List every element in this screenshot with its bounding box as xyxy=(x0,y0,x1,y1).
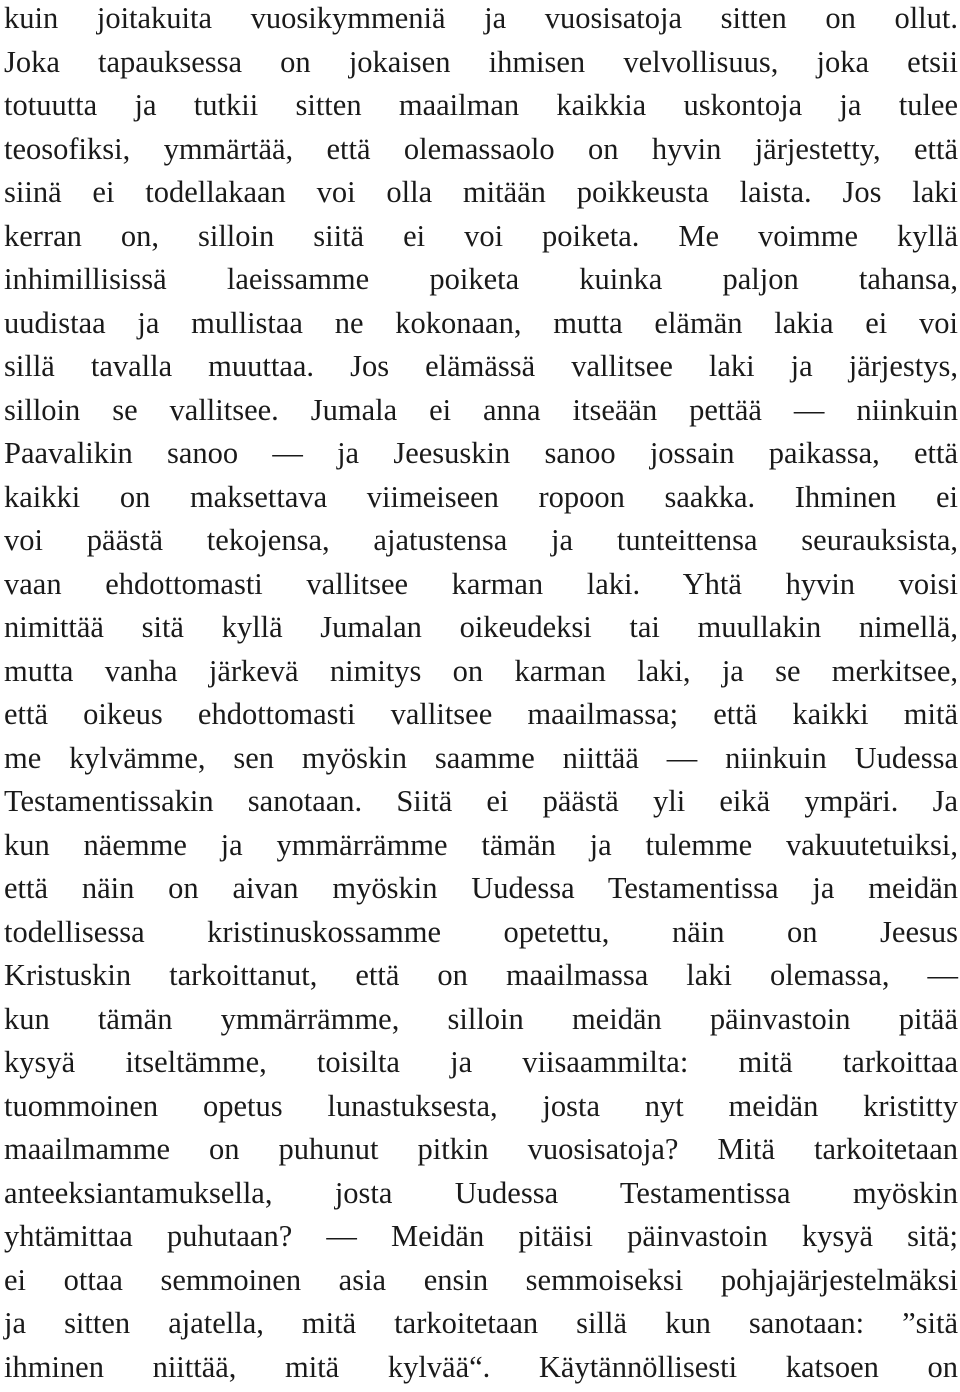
text-line: yhtämittaa puhutaan? — Meidän pitäisi päinvastoin kysyä sitä; xyxy=(4,1219,958,1253)
text-line: voi päästä tekojensa, ajatustensa ja tunteittensa seurauksista, xyxy=(4,523,958,557)
text-line: teosofiksi, ymmärtää, että olemassaolo on hyvin järjestetty, että xyxy=(4,131,958,166)
text-line: että näin on aivan myöskin Uudessa Testamentissa ja meidän xyxy=(4,871,958,905)
text-line: ihminen niittää, mitä kylvää“. Käytännöllisesti katsoen on xyxy=(4,1349,958,1384)
text-line: anteeksiantamuksella, josta Uudessa Testamentissa myöskin xyxy=(4,1175,958,1210)
text-line: kaikki on maksettava viimeiseen ropoon saakka. Ihminen ei xyxy=(4,479,958,514)
text-line: Kristuskin tarkoittanut, että on maailmassa laki olemassa, — xyxy=(4,958,958,992)
text-line: kuin joitakuita vuosikymmeniä ja vuosisatoja sitten on ollut. xyxy=(4,1,958,35)
text-line: maailmamme on puhunut pitkin vuosisatoja? Mitä tarkoitetaan xyxy=(4,1132,958,1166)
text-line: mutta vanha järkevä nimitys on karman laki, ja se merkitsee, xyxy=(4,653,958,688)
text-line: ja sitten ajatella, mitä tarkoitetaan sillä kun sanotaan: ”sitä xyxy=(4,1306,958,1340)
text-line: me kylvämme, sen myöskin saamme niittää — niinkuin Uudessa xyxy=(4,740,958,775)
text-line: siinä ei todellakaan voi olla mitään poikkeusta laista. Jos laki xyxy=(4,175,958,209)
text-line: kysyä itseltämme, toisilta ja viisaammilta: mitä tarkoittaa xyxy=(4,1045,958,1079)
text-line: silloin se vallitsee. Jumala ei anna itseään pettää — niinkuin xyxy=(4,392,958,427)
text-line: uudistaa ja mullistaa ne kokonaan, mutta elämän lakia ei voi xyxy=(4,305,958,340)
text-line: kun tämän ymmärrämme, silloin meidän päinvastoin pitää xyxy=(4,1001,958,1036)
text-line: kerran on, silloin siitä ei voi poiketa. Me voimme kyllä xyxy=(4,218,958,253)
text-line: nimittää sitä kyllä Jumalan oikeudeksi tai muullakin nimellä, xyxy=(4,610,958,644)
text-line: todellisessa kristinuskossamme opetettu, näin on Jeesus xyxy=(4,914,958,949)
text-line: Paavalikin sanoo — ja Jeesuskin sanoo jossain paikassa, että xyxy=(4,436,958,470)
text-line: Joka tapauksessa on jokaisen ihmisen velvollisuus, joka etsii xyxy=(4,44,958,79)
text-line: kun näemme ja ymmärrämme tämän ja tulemme vakuutetuiksi, xyxy=(4,827,958,862)
text-line: että oikeus ehdottomasti vallitsee maailmassa; että kaikki mitä xyxy=(4,697,958,731)
text-line: vaan ehdottomasti vallitsee karman laki. Yhtä hyvin voisi xyxy=(4,566,958,601)
text-line: sillä tavalla muuttaa. Jos elämässä vallitsee laki ja järjestys, xyxy=(4,349,958,383)
text-line: totuutta ja tutkii sitten maailman kaikkia uskontoja ja tulee xyxy=(4,88,958,122)
text-line: Testamentissakin sanotaan. Siitä ei päästä yli eikä ympäri. Ja xyxy=(4,784,958,818)
text-line: tuommoinen opetus lunastuksesta, josta nyt meidän kristitty xyxy=(4,1088,958,1123)
text-line: inhimillisissä laeissamme poiketa kuinka paljon tahansa, xyxy=(4,262,958,296)
text-line: ei ottaa semmoinen asia ensin semmoiseksi pohjajärjestelmäksi xyxy=(4,1262,958,1297)
